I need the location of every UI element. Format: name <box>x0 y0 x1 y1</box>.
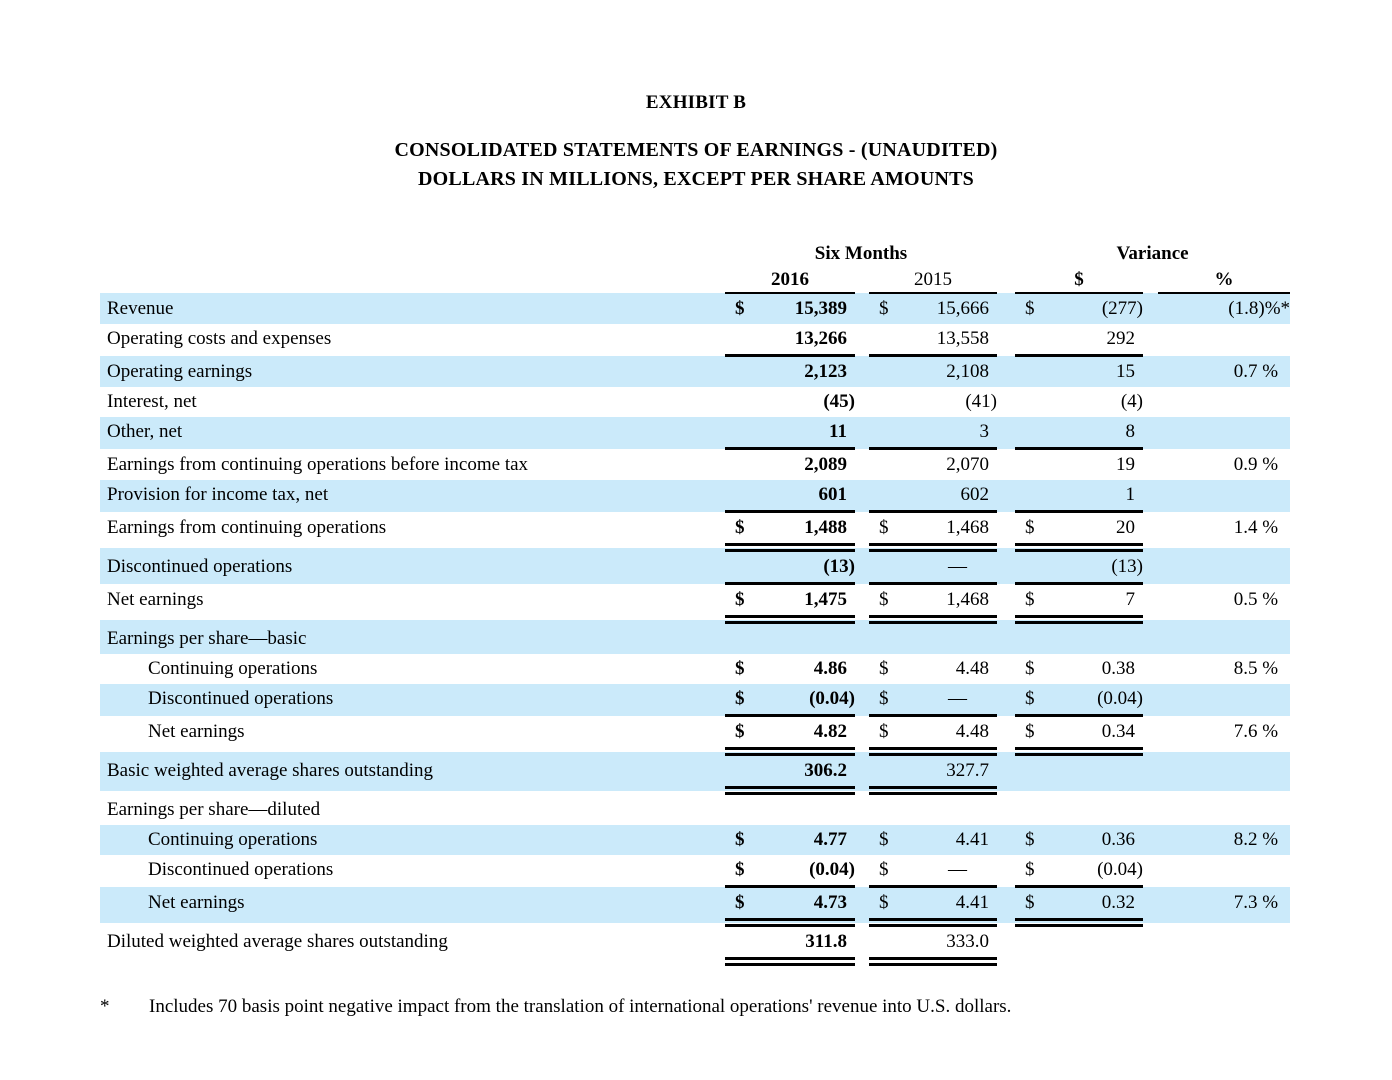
spacer-cell <box>855 923 869 962</box>
spacer-cell <box>855 654 869 684</box>
spacer-cell <box>855 684 869 716</box>
cell-2016 <box>725 548 855 584</box>
value-2015: 15,666 <box>936 298 989 319</box>
value-variance-dollar: 0.32 <box>1101 892 1135 913</box>
col-header-variance-dollar: $ <box>1015 267 1143 293</box>
value-2016: (0.04) <box>809 688 855 709</box>
spacer-cell <box>997 267 1015 293</box>
table-row <box>100 654 1290 684</box>
spacer-cell <box>997 923 1015 962</box>
cell-variance-dollar <box>1015 825 1143 855</box>
cell-variance-dollar <box>1015 512 1143 548</box>
cell-2015 <box>869 512 997 548</box>
cell-2015 <box>869 548 997 584</box>
row-label: Other, net <box>100 417 725 449</box>
value-variance-dollar: 15 <box>1116 361 1135 382</box>
value-2016: 4.73 <box>813 892 847 913</box>
value-2016: 11 <box>829 421 847 442</box>
cell-2016 <box>725 480 855 512</box>
spacer-cell <box>997 716 1015 752</box>
cell-2015 <box>869 825 997 855</box>
cell-variance-percent <box>1158 449 1290 481</box>
spacer-cell <box>1143 825 1158 855</box>
value-2016: 2,123 <box>804 361 847 382</box>
dollar-sign: $ <box>735 517 745 538</box>
value-2016: 306.2 <box>804 760 847 781</box>
dollar-sign: $ <box>879 589 889 610</box>
value-2015: 2,070 <box>946 454 989 475</box>
cell-2015 <box>869 480 997 512</box>
table-row <box>100 923 1290 962</box>
value-variance-dollar: 20 <box>1116 517 1135 538</box>
spacer-cell <box>997 293 1015 324</box>
spacer-cell <box>855 716 869 752</box>
value-2015: 4.48 <box>955 658 989 679</box>
row-label: Basic weighted average shares outstanding <box>100 752 725 791</box>
spacer-cell <box>997 356 1015 388</box>
table-row <box>100 825 1290 855</box>
spacer-cell <box>1143 752 1158 791</box>
dollar-sign: $ <box>879 829 889 850</box>
cell-variance-percent <box>1158 417 1290 449</box>
value-variance-percent: (1.8)%* <box>1228 298 1291 319</box>
spacer-cell <box>1143 324 1158 356</box>
cell-2016 <box>725 356 855 388</box>
column-group-header-row <box>100 240 1290 267</box>
spacer-cell <box>855 356 869 388</box>
value-variance-dollar: (13) <box>1111 556 1143 577</box>
table-row <box>100 620 1290 655</box>
dollar-sign: $ <box>735 298 745 319</box>
table-row <box>100 548 1290 584</box>
value-2016: (0.04) <box>809 859 855 880</box>
cell-2015 <box>869 356 997 388</box>
cell-2016 <box>725 512 855 548</box>
spacer-cell <box>855 584 869 620</box>
cell-variance-dollar <box>1015 654 1143 684</box>
cell-variance-dollar <box>1015 855 1143 887</box>
value-variance-percent: 1.4 % <box>1233 517 1279 538</box>
six-months-group-header: Six Months <box>814 243 908 264</box>
table-row <box>100 584 1290 620</box>
value-2015: 4.41 <box>955 829 989 850</box>
document-title <box>0 136 1392 194</box>
dollar-sign: $ <box>879 892 889 913</box>
title-line-1: CONSOLIDATED STATEMENTS OF EARNINGS - (UNAUDITED) <box>394 139 998 161</box>
cell-variance-percent <box>1158 887 1290 923</box>
value-2016: 2,089 <box>804 454 847 475</box>
value-variance-dollar: 19 <box>1116 454 1135 475</box>
spacer-cell <box>1143 584 1158 620</box>
spacer-cell <box>855 417 869 449</box>
dollar-sign: $ <box>735 589 745 610</box>
cell-2015 <box>869 387 997 417</box>
cell-2015 <box>869 791 997 826</box>
spacer-cell <box>100 267 725 293</box>
cell-variance-dollar <box>1015 480 1143 512</box>
cell-2016 <box>725 324 855 356</box>
cell-2016 <box>725 855 855 887</box>
table-row <box>100 293 1290 324</box>
value-variance-dollar: (4) <box>1120 391 1143 412</box>
cell-variance-dollar <box>1015 356 1143 388</box>
cell-variance-dollar <box>1015 449 1143 481</box>
table-row <box>100 716 1290 752</box>
value-2016: 1,475 <box>804 589 847 610</box>
row-label: Continuing operations <box>100 825 725 855</box>
value-2016: 311.8 <box>805 931 847 952</box>
footnote-text: Includes 70 basis point negative impact from the translation of international operations' revenue into U.S. dollars. <box>149 996 1012 1017</box>
spacer-cell <box>1143 387 1158 417</box>
table-row <box>100 684 1290 716</box>
row-label: Provision for income tax, net <box>100 480 725 512</box>
spacer-cell <box>855 752 869 791</box>
spacer-cell <box>997 752 1015 791</box>
spacer-cell <box>997 387 1015 417</box>
table-row <box>100 480 1290 512</box>
spacer-cell <box>1143 684 1158 716</box>
dollar-sign: $ <box>879 658 889 679</box>
col-header-2015: 2015 <box>869 267 997 293</box>
dollar-sign: $ <box>735 829 745 850</box>
row-label: Earnings per share—basic <box>100 620 725 655</box>
spacer-cell <box>855 449 869 481</box>
cell-variance-percent <box>1158 752 1290 791</box>
value-2015: 4.48 <box>955 721 989 742</box>
cell-2016 <box>725 417 855 449</box>
spacer-cell <box>1143 293 1158 324</box>
spacer-cell <box>1143 791 1158 826</box>
table-row <box>100 752 1290 791</box>
cell-variance-dollar <box>1015 417 1143 449</box>
footnote-marker: * <box>100 996 110 1017</box>
cell-variance-percent <box>1158 716 1290 752</box>
value-variance-percent: 7.3 % <box>1233 892 1279 913</box>
spacer-cell <box>855 387 869 417</box>
cell-variance-percent <box>1158 548 1290 584</box>
spacer-cell <box>855 855 869 887</box>
table-row <box>100 387 1290 417</box>
value-2016: 4.86 <box>813 658 847 679</box>
row-label: Continuing operations <box>148 658 318 679</box>
spacer-cell <box>997 620 1015 655</box>
spacer-cell <box>1143 923 1158 962</box>
cell-variance-percent <box>1158 791 1290 826</box>
dollar-sign: $ <box>735 892 745 913</box>
variance-group-header: Variance <box>1116 243 1189 264</box>
cell-variance-percent <box>1158 584 1290 620</box>
cell-2015 <box>869 293 997 324</box>
spacer-cell <box>855 791 869 826</box>
cell-variance-percent <box>1158 855 1290 887</box>
spacer-cell <box>855 267 869 293</box>
cell-2015 <box>869 684 997 716</box>
cell-variance-percent <box>1158 480 1290 512</box>
value-variance-percent: 7.6 % <box>1233 721 1279 742</box>
spacer-cell <box>997 417 1015 449</box>
cell-variance-dollar <box>1015 584 1143 620</box>
spacer-cell <box>1143 480 1158 512</box>
earnings-table-wrap <box>100 240 1290 966</box>
dollar-sign: $ <box>1025 589 1035 610</box>
cell-2015 <box>869 417 997 449</box>
cell-2015 <box>869 752 997 791</box>
row-label: Operating costs and expenses <box>107 328 332 349</box>
spacer-cell <box>855 324 869 356</box>
value-2015: — <box>948 556 967 577</box>
dollar-sign: $ <box>879 688 889 709</box>
dollar-sign: $ <box>1025 298 1035 319</box>
cell-variance-percent <box>1158 324 1290 356</box>
value-variance-percent: 0.7 % <box>1233 361 1279 382</box>
cell-variance-percent <box>1158 356 1290 388</box>
table-row <box>100 855 1290 887</box>
row-label: Diluted weighted average shares outstanding <box>107 931 448 952</box>
spacer-cell <box>997 480 1015 512</box>
cell-2016 <box>725 825 855 855</box>
row-label: Revenue <box>100 293 725 324</box>
cell-2015 <box>869 716 997 752</box>
spacer-cell <box>855 620 869 655</box>
cell-variance-dollar <box>1015 620 1143 655</box>
cell-2016 <box>725 791 855 826</box>
value-2015: 3 <box>979 421 989 442</box>
value-variance-dollar: 0.38 <box>1101 658 1135 679</box>
value-2015: 333.0 <box>946 931 989 952</box>
spacer-cell <box>997 887 1015 923</box>
cell-variance-dollar <box>1015 716 1143 752</box>
column-header-row <box>100 267 1290 293</box>
value-2016: 601 <box>818 484 847 505</box>
row-label: Interest, net <box>107 391 197 412</box>
dollar-sign: $ <box>735 721 745 742</box>
dollar-sign: $ <box>879 517 889 538</box>
spacer-cell <box>997 654 1015 684</box>
spacer-cell <box>997 855 1015 887</box>
spacer-cell <box>1143 267 1158 293</box>
spacer-cell <box>1143 548 1158 584</box>
table-row <box>100 417 1290 449</box>
value-variance-percent: 8.2 % <box>1233 829 1279 850</box>
value-2016: 1,488 <box>804 517 847 538</box>
spacer-cell <box>1143 449 1158 481</box>
value-variance-dollar: 292 <box>1106 328 1135 349</box>
spacer-cell <box>997 825 1015 855</box>
value-2015: — <box>948 688 967 709</box>
spacer-cell <box>855 293 869 324</box>
value-2015: 4.41 <box>955 892 989 913</box>
exhibit-heading: EXHIBIT B <box>645 92 747 113</box>
spacer-cell <box>997 449 1015 481</box>
cell-variance-percent <box>1158 293 1290 324</box>
value-2016: 4.77 <box>813 829 847 850</box>
cell-2015 <box>869 654 997 684</box>
col-header-2016: 2016 <box>725 267 855 293</box>
value-2016: 15,389 <box>794 298 847 319</box>
cell-2016 <box>725 752 855 791</box>
value-2015: 327.7 <box>946 760 989 781</box>
value-variance-percent: 0.5 % <box>1233 589 1279 610</box>
value-2015: 602 <box>960 484 989 505</box>
spacer-cell <box>1143 512 1158 548</box>
dollar-sign: $ <box>1025 892 1035 913</box>
cell-2015 <box>869 887 997 923</box>
spacer-cell <box>997 548 1015 584</box>
row-label: Earnings from continuing operations before income tax <box>107 454 529 475</box>
cell-2016 <box>725 923 855 962</box>
col-header-variance-percent: % <box>1158 267 1290 293</box>
cell-2015 <box>869 620 997 655</box>
cell-variance-percent <box>1158 512 1290 548</box>
spacer-cell <box>1143 654 1158 684</box>
cell-variance-dollar <box>1015 293 1143 324</box>
cell-variance-dollar <box>1015 387 1143 417</box>
cell-variance-percent <box>1158 684 1290 716</box>
cell-variance-dollar <box>1015 684 1143 716</box>
dollar-sign: $ <box>1025 859 1035 880</box>
value-2015: 2,108 <box>946 361 989 382</box>
dollar-sign: $ <box>879 298 889 319</box>
cell-2015 <box>869 855 997 887</box>
table-row <box>100 449 1290 481</box>
spacer-cell <box>1143 887 1158 923</box>
value-variance-percent: 8.5 % <box>1233 658 1279 679</box>
value-2015: (41) <box>965 391 997 412</box>
row-label: Net earnings <box>107 589 204 610</box>
value-variance-dollar: 7 <box>1125 589 1135 610</box>
row-label: Earnings per share—diluted <box>107 799 321 820</box>
value-2016: 4.82 <box>813 721 847 742</box>
table-row <box>100 324 1290 356</box>
value-2015: 1,468 <box>946 517 989 538</box>
row-label: Earnings from continuing operations <box>107 517 387 538</box>
dollar-sign: $ <box>1025 688 1035 709</box>
cell-variance-percent <box>1158 825 1290 855</box>
value-variance-percent: 0.9 % <box>1233 454 1279 475</box>
spacer-cell <box>997 684 1015 716</box>
value-variance-dollar: 0.34 <box>1101 721 1135 742</box>
dollar-sign: $ <box>1025 721 1035 742</box>
spacer-cell <box>855 548 869 584</box>
cell-variance-dollar <box>1015 324 1143 356</box>
row-label: Discontinued operations <box>100 548 725 584</box>
row-label: Discontinued operations <box>100 684 725 716</box>
cell-variance-dollar <box>1015 791 1143 826</box>
row-label: Net earnings <box>100 887 725 923</box>
table-row <box>100 887 1290 923</box>
cell-2015 <box>869 923 997 962</box>
cell-2016 <box>725 293 855 324</box>
row-label: Operating earnings <box>100 356 725 388</box>
spacer-cell <box>997 584 1015 620</box>
value-variance-dollar: (277) <box>1101 298 1143 319</box>
dollar-sign: $ <box>735 859 745 880</box>
spacer-cell <box>1143 620 1158 655</box>
spacer-cell <box>100 240 725 267</box>
cell-2016 <box>725 716 855 752</box>
spacer-cell <box>1143 417 1158 449</box>
cell-2016 <box>725 449 855 481</box>
cell-variance-percent <box>1158 654 1290 684</box>
cell-2015 <box>869 584 997 620</box>
title-line-2: DOLLARS IN MILLIONS, EXCEPT PER SHARE AMOUNTS <box>418 168 974 190</box>
value-variance-dollar: 8 <box>1125 421 1135 442</box>
spacer-cell <box>855 825 869 855</box>
table-row <box>100 512 1290 548</box>
spacer-cell <box>855 887 869 923</box>
spacer-cell <box>1143 356 1158 388</box>
value-variance-dollar: (0.04) <box>1097 688 1143 709</box>
cell-2016 <box>725 684 855 716</box>
cell-2015 <box>869 324 997 356</box>
spacer-cell <box>1143 716 1158 752</box>
value-2015: 1,468 <box>946 589 989 610</box>
row-label: Net earnings <box>148 721 245 742</box>
cell-2015 <box>869 449 997 481</box>
value-variance-dollar: 0.36 <box>1101 829 1135 850</box>
dollar-sign: $ <box>879 721 889 742</box>
dollar-sign: $ <box>1025 829 1035 850</box>
spacer-cell <box>997 324 1015 356</box>
cell-variance-dollar <box>1015 923 1143 962</box>
cell-2016 <box>725 654 855 684</box>
cell-variance-percent <box>1158 923 1290 962</box>
cell-2016 <box>725 387 855 417</box>
value-2015: 13,558 <box>936 328 989 349</box>
cell-variance-dollar <box>1015 548 1143 584</box>
dollar-sign: $ <box>879 859 889 880</box>
value-variance-dollar: (0.04) <box>1097 859 1143 880</box>
cell-2016 <box>725 887 855 923</box>
value-2015: — <box>948 859 967 880</box>
spacer-cell <box>997 791 1015 826</box>
dollar-sign: $ <box>735 688 745 709</box>
footnote <box>100 996 1290 1018</box>
cell-variance-dollar <box>1015 887 1143 923</box>
cell-2016 <box>725 584 855 620</box>
dollar-sign: $ <box>1025 658 1035 679</box>
value-2016: (13) <box>823 556 855 577</box>
spacer-cell <box>997 512 1015 548</box>
dollar-sign: $ <box>735 658 745 679</box>
row-label: Discontinued operations <box>148 859 334 880</box>
dollar-sign: $ <box>1025 517 1035 538</box>
value-2016: (45) <box>823 391 855 412</box>
earnings-table <box>100 240 1290 966</box>
cell-variance-percent <box>1158 620 1290 655</box>
spacer-cell <box>997 240 1015 267</box>
cell-2016 <box>725 620 855 655</box>
spacer-cell <box>855 480 869 512</box>
value-variance-dollar: 1 <box>1125 484 1135 505</box>
spacer-cell <box>1143 855 1158 887</box>
table-row <box>100 356 1290 388</box>
spacer-cell <box>855 512 869 548</box>
table-row <box>100 791 1290 826</box>
cell-variance-dollar <box>1015 752 1143 791</box>
value-2016: 13,266 <box>794 328 847 349</box>
cell-variance-percent <box>1158 387 1290 417</box>
